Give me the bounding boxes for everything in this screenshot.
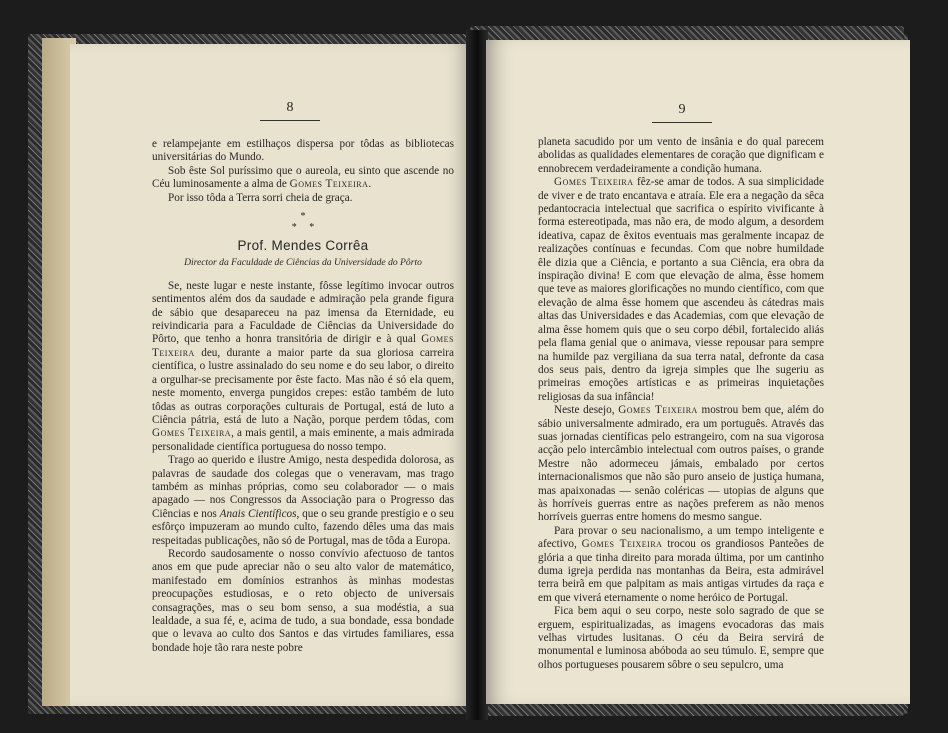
publication-title: Anais Científicos [219,507,297,520]
section-heading: Prof. Mendes Corrêa [237,238,369,254]
paragraph: Por isso tôda a Terra sorri cheia de graça. [168,191,353,204]
section-subheading: Director da Faculdade de Ciências da Universidade do Pôrto [184,257,422,269]
left-page [70,44,472,706]
paragraph: Recordo saudosamente o nosso convívio afectuoso de tantos anos em que pude apreciar não o seu alto valor de matemático, manifestado em domínios estranhos às minhas modestas preocupações estudiosas, e o reto objecto de universais consagrações, mas o seu bom senso, a sua modéstia, a sua lealdade, a sua fé, e, acima de tudo, a sua bondade, essa bondade que o levava ao culto dos Santos e das virtudes familiares, essa bondade hoje tão rara neste pobre [152,547,454,654]
section-divider: * * * [291,211,315,234]
paragraph: Sob êste Sol puríssimo que o aureola, eu sinto que ascende no Céu luminosamente a alma de Gomes Teixeira. [152,164,454,191]
right-page-number-rule [652,122,712,123]
paragraph: Gomes Teixeira fêz-se amar de todos. A sua simplicidade de viver e de trato encantava e atraía. Ele era a negação da sêca pedantocracia intelectual que sacrifica o espírito vivificante à forma estereotipada, mas não era, de modo algum, a desordem ideativa, capaz de êxitos eventuais mas geralmente incapaz de realizações contínuas e fecundas. Com que nobre humildade êle dizia que a Ciência, e portanto a sua Ciência, era obra da inspiração divina! E com que elevação de alma, êsse homem que teve as maiores glorificações no mundo científico, com que elevação de alma êsse homem que ascendeu às cátedras mais altas das Universidades e das Academias, com que elevação de alma êsse homem quis que o seu corpo débil, fortalecido aliás pela flama genial que o animava, viesse repousar para sempre na humilde paz vergiliana da sua terra natal, defronte da casa dos seus pais, dentro da igreja simples que lhe sugeriu as primeiras emoções artísticas e as primeiras inquietações religiosas da sua infância! [538,176,824,403]
person-name: Gomes Teixeira [289,178,369,191]
paragraph: planeta sacudido por um vento de insânia e do qual parecem abolidas as qualidades elementares de coração que dignificam e ennobrecem verdadeiramente a condição humana. [538,136,824,175]
right-page-text [538,136,824,672]
paragraph: Para provar o seu nacionalismo, a um tempo inteligente e afectivo, Gomes Teixeira trocou os grandiosos Panteões de glória a que tinha direito para morada última, por um cantinho duma igreja perdida nas montanhas da Beira, esta admirável terra beirã em que palpitam as mais antigas virtudes da raça e em que viverá eternamente o nome heróico de Portugal. [538,524,824,604]
person-name: Gomes Teixeira [152,333,454,359]
person-name: Gomes Teixeira [581,538,663,551]
paragraph: e relampejante em estilhaços dispersa por tôdas as bibliotecas universitárias do Mundo. [152,138,454,164]
person-name: Gomes Teixeira [554,176,634,189]
paragraph: Se, neste lugar e neste instante, fôsse legítimo invocar outros sentimentos além dos da saudade e admiração pela grande figura de sábio que desapareceu na paz imensa da Eternidade, eu reivindicaria para a Faculdade de Ciências da Universidade do Pôrto, que tenho a honra transitória de dirigir e à qual Gomes Teixeira deu, durante a maior parte da sua gloriosa carreira científica, o lustre assinalado do seu nome e do seu labor, o direito a orgulhar-se precisamente por êste facto. Mas não é só ela quem, neste momento, enverga pungidos crepes: estão também de luto tôdas as outras corporações culturais de Portugal, está de luto a Ciência pátria, está de luto a Nação, porque perdem tôdas, com Gomes Teixeira, a mais gentil, a mais eminente, a mais admirada personalidade científica portuguesa do nosso tempo. [152,279,454,453]
book-gutter [466,30,488,720]
left-page-number: 8 [286,100,294,115]
person-name: Gomes Teixeira [152,427,232,440]
person-name: Gomes Teixeira [618,404,698,417]
right-page-number: 9 [678,102,686,117]
paragraph: Fica bem aqui o seu corpo, neste solo sagrado de que se erguem, espiritualizadas, as imagens evocadoras das mais velhas virtudes lusitanas. O céu da Beira servirá de monumental e luminosa abóboda ao seu túmulo. E, sempre que olhos portugueses pousarem sôbre o seu sepulcro, uma [538,605,824,671]
right-page [486,40,910,704]
paragraph: Neste desejo, Gomes Teixeira mostrou bem que, além do sábio universalmente admirado, era um português. Através das suas jornadas científicas pelo estrangeiro, com na sua vigorosa acção pelo intercâmbio intelectual com outros países, o grande Mestre não adormeceu jámais, embalado por certos internacionalismos que não são puro anseio de justiça humana, mas apaixonadas — senão coléricas — utopias de alguns que às horríveis guerras entre as nações preferem as não menos horríveis guerras entre homens do mesmo sangue. [538,404,824,524]
left-page-number-rule [260,120,320,121]
paragraph: Trago ao querido e ilustre Amigo, nesta despedida dolorosa, as palavras de saudade dos colegas que o veneravam, mas trago também as minhas próprias, como seu colaborador — o mais apagado — nos Congressos da Associação para o Progresso das Ciências e nos Anais Científicos, que o seu grande prestígio e o seu esfôrço impuzeram ao mundo culto, fazendo dêles uma das mais respeitadas publicações, não só de Portugal, mas de tôda a Europa. [152,454,454,547]
left-page-text [152,138,454,655]
